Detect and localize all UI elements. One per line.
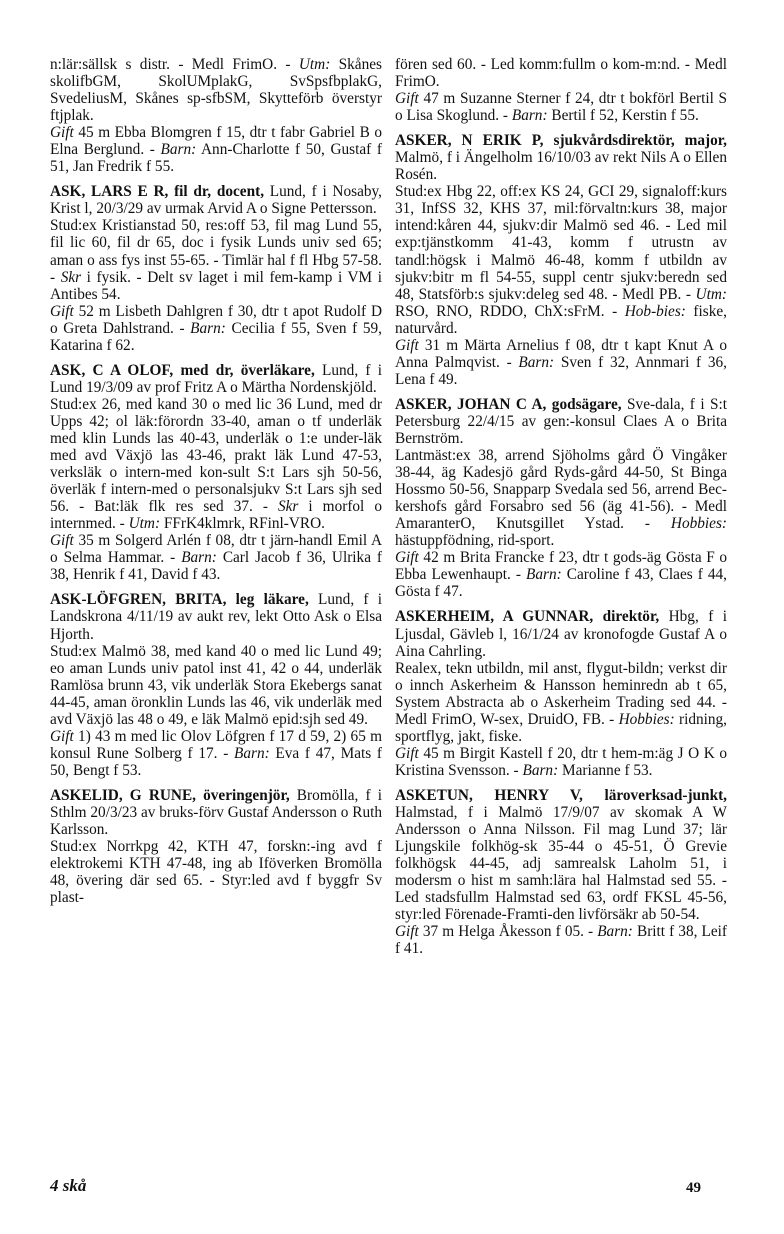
signature-mark: 4 skå — [50, 1176, 87, 1195]
biography-entry — [50, 787, 382, 906]
entry-paragraph: Lantmäst:ex 38, arrend Sjöholms gård Ö Vingåker 38-44, äg Kadesjö gård Ryds-gård 44-50, St Binga Hossmo 50-56, Snapparp Svedala sed 56, arrend Bec-kershofs gård Forsabro sed 56 (äg 41-56). - Medl AmaranterO, Knutsgillet Ystad. - Hobbies: hästuppfödning, rid-sport. — [395, 447, 727, 550]
entry-paragraph: Gift 35 m Solgerd Arlén f 08, dtr t järn-handl Emil A o Selma Hammar. - Barn: Carl Jacob f 36, Ulrika f 38, Henrik f 41, David f 43. — [50, 532, 382, 584]
entry-heading-paragraph: ASKELID, G RUNE, överingenjör, Bromölla, f i Sthlm 20/3/23 av bruks-förv Gustaf Andersson o Ruth Karlsson. — [50, 786, 382, 839]
entry-paragraph: Stud:ex Malmö 38, med kand 40 o med lic Lund 49; eo aman Lunds univ patol inst 41, 42 o 44, underläk Ramlösa brunn 43, vik underläk Stora Ekebergs sanat 44-45, aman öronklin Lunds las 46, vik underläk med avd Växjö las 48 o 49, e läk Malmö epid:sjh sed 49. — [50, 642, 382, 728]
entry-paragraph: Gift 31 m Märta Arnelius f 08, dtr t kapt Knut A o Anna Palmqvist. - Barn: Sven f 32, Annmari f 36, Lena f 49. — [395, 336, 727, 388]
entry-paragraph: Gift 47 m Suzanne Sterner f 24, dtr t bokförl Bertil S o Lisa Skoglund. - Barn: Bertil f 52, Kerstin f 55. — [395, 90, 727, 125]
entry-paragraph: Stud:ex Kristianstad 50, res:off 53, fil mag Lund 55, fil lic 60, fil dr 65, doc i fysik Lunds univ sed 65; aman o ass fys inst 55-65. - Timlär hal f fl Hbg 57-58. - Skr i fysik. - Delt sv laget i mil fem-kamp i VM i Antibes 54. — [50, 217, 382, 303]
biography-entry — [50, 56, 382, 175]
biography-entry — [50, 591, 382, 779]
entry-paragraph: Gift 1) 43 m med lic Olov Löfgren f 17 d 59, 2) 65 m konsul Rune Solberg f 17. - Barn: Eva f 47, Mats f 50, Bengt f 53. — [50, 727, 382, 779]
entry-paragraph: Stud:ex Norrkpg 42, KTH 47, forskn:-ing avd f elektrokemi KTH 47-48, ing ab Iföverken Bromölla 48, övering där sed 65. - Styr:led avd f byggfr Sv plast- — [50, 838, 382, 907]
biography-entry — [395, 132, 727, 388]
entry-paragraph: Gift 42 m Brita Francke f 23, dtr t gods-äg Gösta F o Ebba Lewenhaupt. - Barn: Caroline f 43, Claes f 44, Gösta f 47. — [395, 549, 727, 601]
biography-entry — [395, 787, 727, 957]
biography-entry — [50, 362, 382, 584]
entry-heading-paragraph: ASKERHEIM, A GUNNAR, direktör, Hbg, f i Ljusdal, Gävleb l, 16/1/24 av kronofogde Gustaf A o Aina Cahrling. — [395, 608, 727, 660]
biography-entry — [395, 56, 727, 124]
biography-entry — [50, 183, 382, 353]
page-number: 49 — [686, 1180, 701, 1196]
entry-heading-paragraph: fören sed 60. - Led komm:fullm o kom-m:nd. - Medl FrimO. — [395, 56, 727, 91]
entry-paragraph: Gift 45 m Ebba Blomgren f 15, dtr t fabr Gabriel B o Elna Berglund. - Barn: Ann-Charlotte f 50, Gustaf f 51, Jan Fredrik f 55. — [50, 124, 382, 176]
entry-heading-paragraph: n:lär:sällsk s distr. - Medl FrimO. - Utm: Skånes skolifbGM, SkolUMplakG, SvSpsfbplakG, SvedeliusM, Skånes sp-sfbSM, Skytteförb överstyr ftjplak. — [50, 56, 382, 125]
entry-paragraph: Gift 45 m Birgit Kastell f 20, dtr t hem-m:äg J O K o Kristina Svensson. - Barn: Marianne f 53. — [395, 744, 727, 779]
entry-paragraph: Gift 52 m Lisbeth Dahlgren f 30, dtr t apot Rudolf D o Greta Dahlstrand. - Barn: Cecilia f 55, Sven f 59, Katarina f 62. — [50, 302, 382, 354]
biography-entry — [395, 608, 727, 778]
entry-heading-paragraph: ASKETUN, HENRY V, läroverksad-junkt, Halmstad, f i Malmö 17/9/07 av skomak A W Andersson o Anna Nilsson. Fil mag Lund 37; lär Ljungskile folkhög-sk 35-44 o 45-51, Ö Grevie folkhögsk 44-45, adj samrealsk Laholm 51, i modersm o hist m samh:lära hal Halmstad sed 55. - Led stadsfullm Halmstad sed 63, ordf FKSL 45-56, styr:led Förenade-Framti-den livförsäkr ab 50-54. — [395, 786, 727, 924]
entry-heading-paragraph: ASK, C A OLOF, med dr, överläkare, Lund, f i Lund 19/3/09 av prof Fritz A o Märtha Nordenskjöld. — [50, 361, 382, 396]
left-column — [50, 56, 382, 914]
entry-paragraph: Stud:ex 26, med kand 30 o med lic 36 Lund, med dr Upps 42; ol läk:förordn 33-40, aman o tf underläk med klin Lunds las 40-43, underläk o 1:e under-läk med avd Växjö las 43-46, prakt läk Lund 47-53, verksläk o intern-med kon-sult S:t Lars sjh 50-56, överläk f intern-med o personalsjukv S:t Lars sjh sed 56. - Bat:läk flk res sed 37. - Skr i morfol o internmed. - Utm: FFrK4klmrk, RFinl-VRO. — [50, 395, 382, 533]
entry-heading-paragraph: ASKER, JOHAN C A, godsägare, Sve-dala, f i S:t Petersburg 22/4/15 av gen:-konsul Claes A o Brita Bernström. — [395, 395, 727, 447]
entry-heading-paragraph: ASK-LÖFGREN, BRITA, leg läkare, Lund, f i Landskrona 4/11/19 av aukt rev, lekt Otto Ask o Elsa Hjorth. — [50, 591, 382, 643]
entry-paragraph: Realex, tekn utbildn, mil anst, flygut-bildn; verkst dir o innch Askerheim & Hansson heminredn ab t 65, System Abstracta ab o Askerheim Trading sed 44. - Medl FrimO, W-sex, DruidO, FB. - Hobbies: ridning, sportflyg, jakt, fiske. — [395, 659, 727, 745]
entry-heading-paragraph: ASKER, N ERIK P, sjukvårdsdirektör, major, Malmö, f i Ängelholm 16/10/03 av rekt Nils A o Ellen Rosén. — [395, 132, 727, 184]
right-column — [395, 56, 727, 965]
biography-entry — [395, 396, 727, 601]
entry-heading-paragraph: ASK, LARS E R, fil dr, docent, Lund, f i Nosaby, Krist l, 20/3/29 av urmak Arvid A o Signe Pettersson. — [50, 183, 382, 218]
entry-paragraph: Gift 37 m Helga Åkesson f 05. - Barn: Britt f 38, Leif f 41. — [395, 923, 727, 958]
entry-paragraph: Stud:ex Hbg 22, off:ex KS 24, GCI 29, signaloff:kurs 31, InfSS 32, KHS 37, mil:förvaltn:kurs 38, major intend:kåren 44, sjukv:dir Malmö sed 46. - Led mil exp:tjänstkomm 41-43, komm f utrustn av tandl:högsk i Malmö 46-48, komm f utbildn av sjukv:bitr m fl 54-55, suppl centr sjukv:beredn sed 48, Statsförb:s sjukv:deleg sed 48. - Medl PB. - Utm: RSO, RNO, RDDO, ChX:sFrM. - Hob-bies: fiske, naturvård. — [395, 183, 727, 337]
